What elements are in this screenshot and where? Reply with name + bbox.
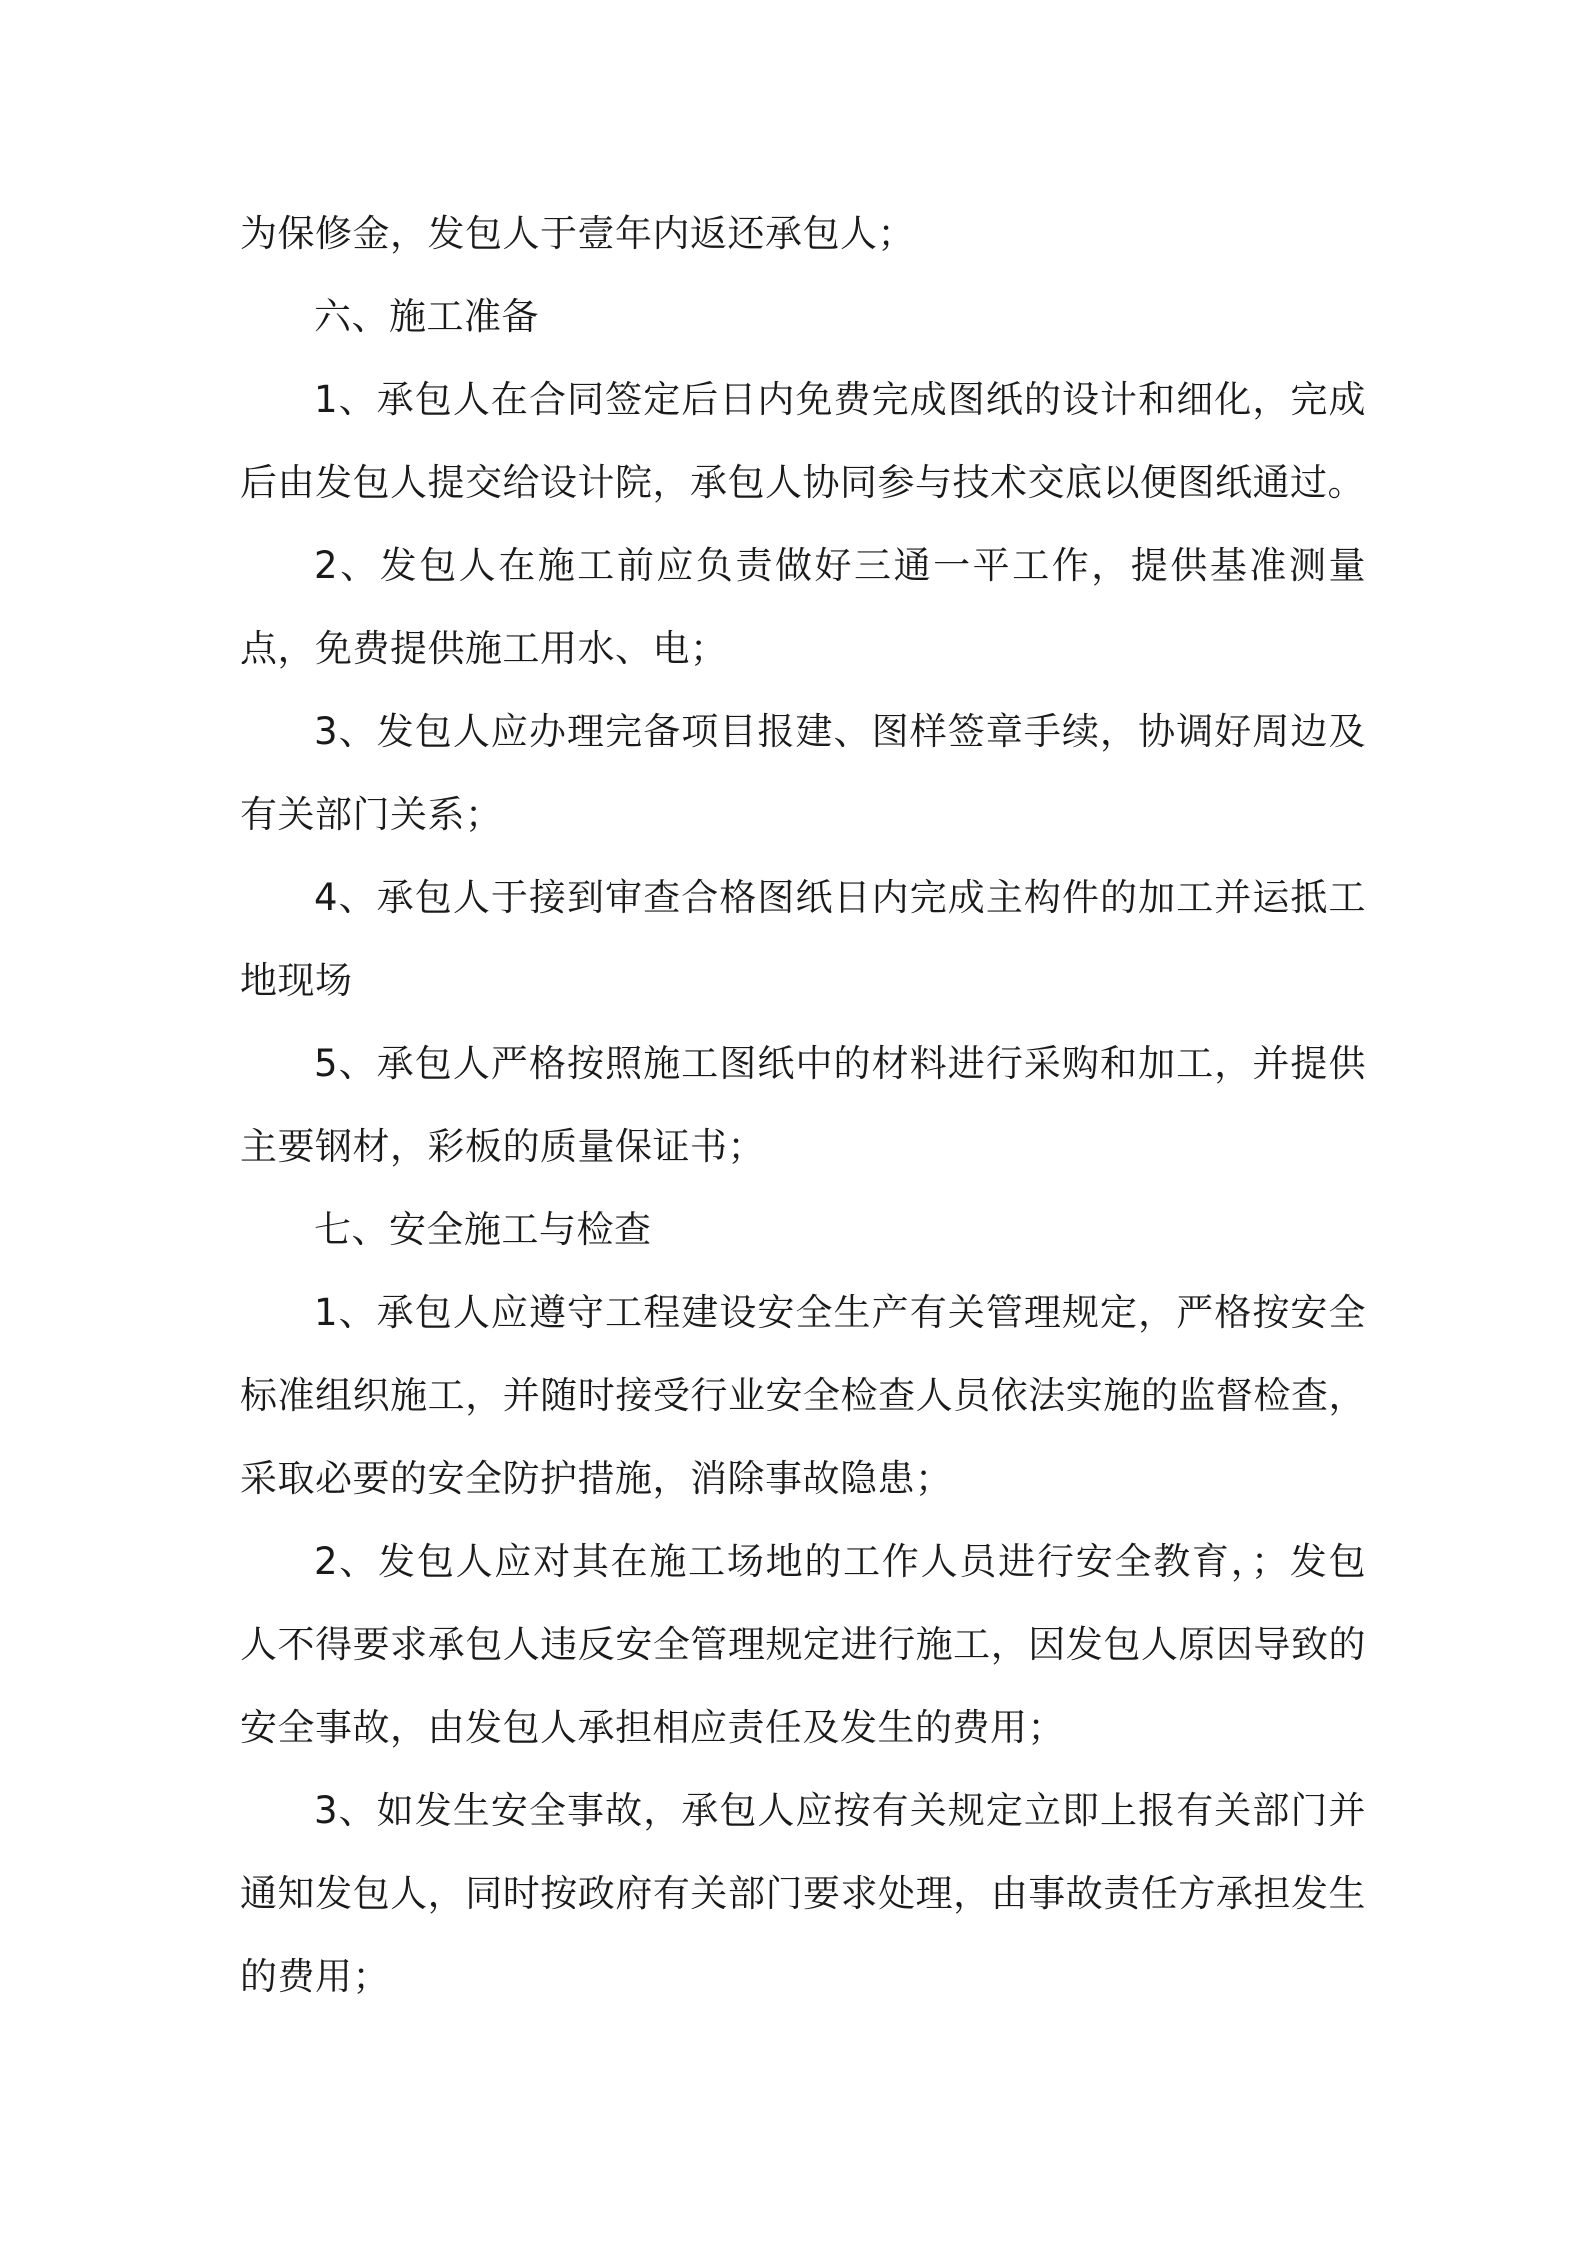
paragraph-item: 5、承包人严格按照施工图纸中的材料进行采购和加工，并提供主要钢材，彩板的质量保证书； xyxy=(240,1042,1366,1168)
paragraph-item: 1、承包人应遵守工程建设安全生产有关管理规定，严格按安全标准组织施工，并随时接受行业安全检查人员依法实施的监督检查，采取必要的安全防护措施，消除事故隐患； xyxy=(240,1291,1366,1500)
section-heading-safety-inspection: 七、安全施工与检查 xyxy=(314,1208,652,1251)
paragraph-item: 3、如发生安全事故，承包人应按有关规定立即上报有关部门并通知发包人，同时按政府有关部门要求处理，由事故责任方承担发生的费用； xyxy=(240,1789,1366,1998)
paragraph-item: 2、发包人应对其在施工场地的工作人员进行安全教育，；发包人不得要求承包人违反安全管理规定进行施工，因发包人原因导致的安全事故，由发包人承担相应责任及发生的费用； xyxy=(240,1540,1366,1749)
document-body xyxy=(240,192,1366,2018)
paragraph-continuation: 为保修金，发包人于壹年内返还承包人； xyxy=(240,212,915,255)
paragraph-item: 3、发包人应办理完备项目报建、图样签章手续，协调好周边及有关部门关系； xyxy=(240,710,1366,836)
section-heading-construction-preparation: 六、施工准备 xyxy=(314,295,539,338)
paragraph-item: 1、承包人在合同签定后日内免费完成图纸的设计和细化，完成后由发包人提交给设计院，承包人协同参与技术交底以便图纸通过。 xyxy=(240,378,1366,504)
paragraph-item: 2、发包人在施工前应负责做好三通一平工作，提供基准测量点，免费提供施工用水、电； xyxy=(240,544,1366,670)
paragraph-item: 4、承包人于接到审查合格图纸日内完成主构件的加工并运抵工地现场 xyxy=(240,876,1366,1002)
